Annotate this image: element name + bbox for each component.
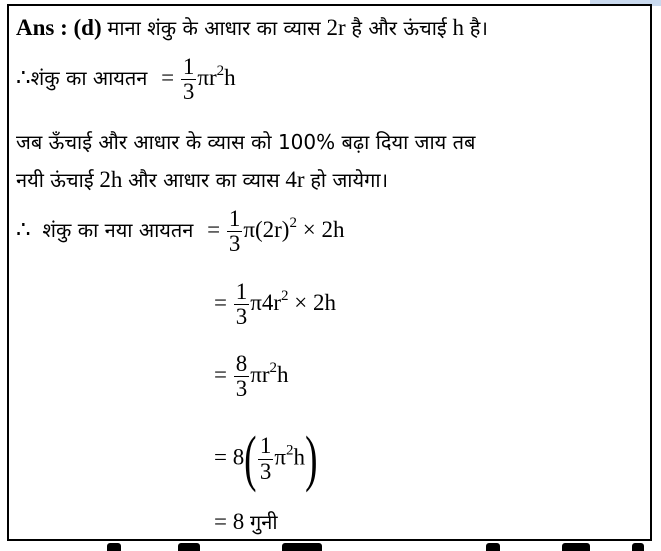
therefore-symbol: ∴: [16, 216, 31, 242]
equals-sign: =: [214, 444, 227, 470]
paragraph-line-1: [16, 130, 475, 153]
step-3: [214, 352, 289, 401]
fraction-eight-thirds: [234, 352, 250, 401]
step-2: [214, 280, 336, 329]
height-symbol: h: [293, 444, 306, 470]
fraction-denominator: 3: [182, 79, 195, 105]
cropped-next-line: [0, 541, 661, 551]
fraction-numerator: 1: [235, 279, 248, 304]
line1-text-c: है।: [469, 16, 488, 40]
volume-label: शंकु का आयतन: [30, 65, 148, 90]
times-2h: × 2h: [302, 216, 345, 242]
step-4: [214, 425, 318, 493]
fraction-denominator: 3: [235, 376, 248, 402]
ans-option: (d): [73, 15, 102, 40]
fraction-one-third: [234, 280, 250, 329]
step-5: [214, 510, 278, 533]
para-line-2-text-c: हो जायेगा।: [310, 168, 389, 192]
fraction-denominator: 3: [228, 231, 241, 257]
line1-val-b: h: [452, 15, 464, 40]
equals-sign: =: [214, 289, 227, 315]
fraction-numerator: 1: [228, 206, 241, 231]
line1-text-a: माना शंकु के आधार का व्यास: [107, 16, 321, 40]
para-line-2-val-b: 4r: [285, 167, 305, 192]
volume-formula: [16, 55, 236, 104]
volume-rhs: πr: [197, 64, 217, 90]
equals-sign: =: [207, 216, 221, 242]
para-line-2-val-a: 2h: [99, 167, 123, 192]
exponent: 2: [286, 442, 294, 459]
para-line-1-text: जब ऊँचाई और आधार के व्यास को 100% बढ़ा दिया जाय तब: [16, 130, 476, 154]
fraction-numerator: 8: [235, 351, 248, 376]
right-paren: ): [305, 425, 318, 493]
fraction-numerator: 1: [259, 433, 272, 459]
paragraph-line-2: [16, 168, 388, 191]
fraction-one-third: [258, 434, 274, 483]
therefore-symbol: ∴: [16, 64, 31, 90]
final-unit: गुनी: [249, 510, 278, 534]
fraction-numerator: 1: [182, 54, 195, 79]
new-volume-label: शंकु का नया आयतन: [42, 217, 194, 242]
step2-rhs: π4r: [250, 289, 282, 315]
fraction-one-third: [181, 55, 197, 104]
para-line-2-text-a: नयी ऊंचाई: [16, 168, 94, 192]
final-multiplier: 8: [232, 509, 245, 534]
step1-rhs: π(2r): [243, 216, 290, 242]
equals-sign: =: [161, 64, 175, 90]
left-paren: (: [244, 425, 257, 493]
answer-line-1: [16, 16, 488, 39]
volume-rhs: πr: [250, 361, 270, 387]
para-line-2-text-b: और आधार का व्यास: [128, 168, 280, 192]
height-symbol: h: [277, 361, 289, 387]
exponent: 2: [269, 359, 278, 376]
fraction-denominator: 3: [259, 458, 272, 484]
height-symbol: h: [224, 64, 236, 90]
fraction-denominator: 3: [235, 304, 248, 330]
equals-sign: =: [214, 509, 227, 534]
line1-text-b: है और ऊंचाई: [351, 16, 447, 40]
equals-sign: =: [214, 361, 227, 387]
exponent: 2: [281, 287, 289, 304]
pi-symbol: π: [274, 444, 287, 470]
ans-label: Ans :: [16, 15, 68, 40]
new-volume-formula: [16, 207, 344, 256]
coefficient-eight: 8: [232, 444, 245, 470]
exponent: 2: [216, 62, 225, 79]
fraction-one-third: [227, 207, 243, 256]
times-2h: × 2h: [294, 289, 336, 315]
line1-val-a: 2r: [326, 15, 346, 40]
exponent: 2: [289, 214, 297, 231]
